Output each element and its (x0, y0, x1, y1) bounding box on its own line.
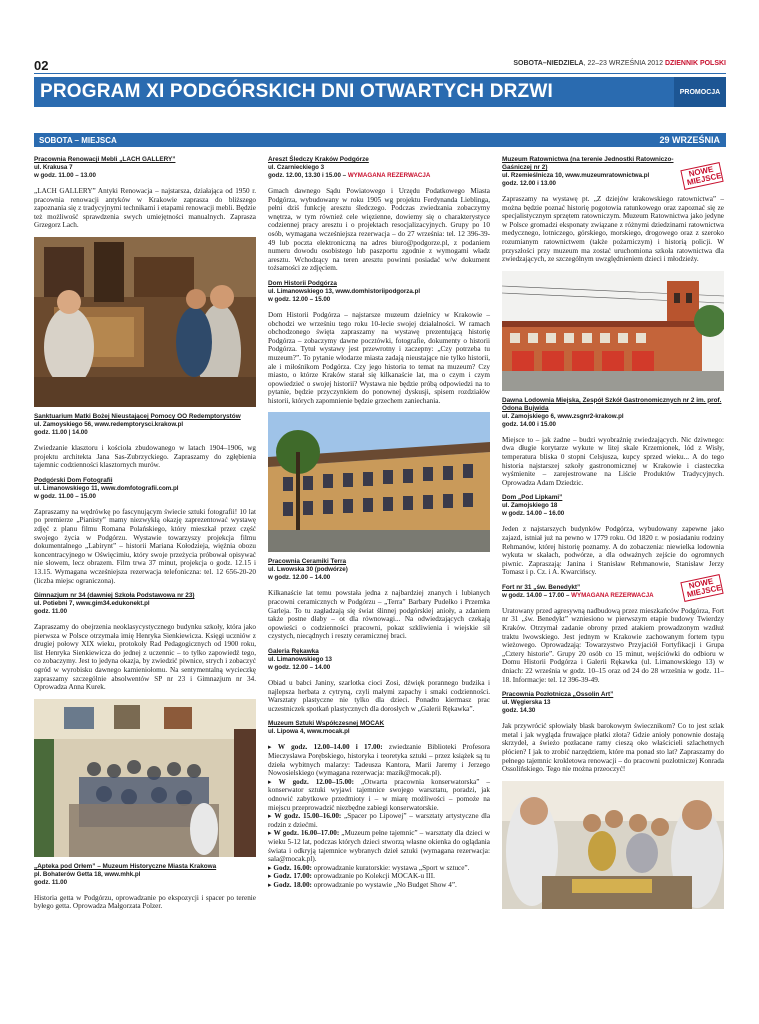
entry-title: Galeria Rękawka (268, 648, 319, 656)
photo-building-image (268, 412, 490, 552)
promo-label: PROMOCJA (674, 77, 726, 107)
photo-building (268, 412, 490, 552)
entry-title: Pracownia Ceramiki Terra (268, 558, 347, 566)
entry-hours: w godz. 12.00 – 15.00 (268, 295, 331, 303)
entry-title: Muzeum Sztuki Współczesnej MOCAK (268, 720, 385, 728)
schedule-item: ▸ Godz. 18.00: oprowadzanie po wystawie „No Budget Show 4”. (268, 880, 457, 889)
section-band (34, 133, 726, 147)
schedule-item: ▸ W godz. 12.00–15.00: „Otwarta pracownia konserwatorska” – konserwator sztuki wyjawi tajemnice swojego warsztatu, poradzi, jak odnowić zabytkowe przedmioty i – w miarę możliwości – pomoże na miejscu przeprowadzić niezbędne zabiegi konserwatorskie. (268, 777, 490, 812)
page-headline: PROGRAM XI PODGÓRSKICH DNI OTWARTYCH DRZWI (40, 81, 553, 102)
section-date: 29 WRZEŚNIA (659, 135, 720, 145)
entry-hours (268, 172, 490, 180)
entry-hours: w godz. 11.00 – 15.00 (34, 492, 96, 500)
entry-title: Areszt Śledczy Kraków Podgórze (268, 156, 369, 163)
entry-text: Gmach dawnego Sądu Powiatowego i Urzędu Podatkowego Miasta Podgórza, wybudowany w roku 1905 wg projektu Ferdynanda Lieblinga, pełni dziś funkcję aresztu śledczego. Podczas zwiedzania zobaczymy wnętrza, w tym również cele więzienne, dowiemy się o charakterystyce codziennej pracy aresztu i o projektach resocjalizacyjnych. Grupy po 10 osób, wymagana wcześniejsza rezerwacja – do 27 września: tel. 12 396-39-49 lub poczta elektroniczną na adres biuro@podgorze.pl, z podaniem numeru dowodu osobistego lub paszportu zgodnie z wymogami władz aresztu. Wchodzący na teren aresztu powinni posiadać w/w dokument tożsamości ze zdjęciem. (268, 187, 490, 273)
entry-fort-31 (502, 576, 724, 684)
schedule-item: ▸ W godz. 16.00–17.00: „Muzeum pełne tajemnic” – warsztaty dla dzieci w wieku 5-12 lat, podczas których dzieci stworzą własne okienka do oglądania świata i odkryją tajemnice wybranych dzieł sztuki (wymagana rezerwacja: sala@mocak.pl). (268, 829, 490, 864)
entry-hours-text: w godz. 14.00 – 17.00 – (502, 591, 572, 599)
entry-title: Gimnazjum nr 34 (dawniej Szkoła Podstawowa nr 23) (34, 592, 195, 600)
entry-dom-fotografii (34, 477, 256, 585)
schedule-text: „Otwarta pracownia konserwatorska” – konserwator sztuki wyjawi tajemnice swojego warsztatu, poradzi, jak odnowić zabytkowe przedmioty i – w miarę możliwości – pomoże na miejscu przeprowadzić niezbędne zabiegi konserwatorskie. (268, 777, 490, 812)
mocak-schedule (268, 743, 490, 889)
entry-address: ul. Limanowskiego 11, www.domfotografii.com.pl (34, 484, 179, 492)
entry-address: pl. Bohaterów Getta 18, www.mhk.pl (34, 870, 141, 878)
entry-text: Historia getta w Podgórzu, oprowadzanie po ekspozycji i spacer po terenie byłego getta. Oprowadza Małgorzata Polzer. (34, 893, 256, 911)
schedule-text: „Muzeum pełne tajemnic” – warsztaty dla dzieci w wieku 5-12 lat, podczas których dzieci stworzą własne okienka do oglądania świata i odkryją tajemnice wybranych dzieł sztuki (wymagana rezerwacja: sala@mocak.pl). (268, 829, 490, 864)
photo-gilding-image (502, 781, 724, 909)
entry-lodownia (502, 397, 724, 488)
photo-workshop-image (34, 237, 256, 407)
schedule-item: ▸ Godz. 17.00: oprowadzanie po Kolekcji MOCAK-u III. (268, 872, 435, 881)
entry-text: Miejsce to – jak żadne – budzi wyobraźnię zwiedzających. Nic dziwnego: dwa długie korytarze wykute w litej skale Krzemionek, lód z Wisły, temperatura bliska 0 stopni Celsjusza, kupcy sprzed wieku... A do tego historia najstarszej szkoły gastronomicznej w Krakowie i ciasteczka wyśmienite – zarejestrowane na Liście Produktów Tradycyjnych. Oprowadza Adam Dziedzic. (502, 435, 724, 487)
entry-galeria-rekawka (268, 648, 490, 713)
schedule-time: Godz. 16.00: (273, 863, 312, 872)
entry-hours: w godz. 12.00 – 14.00 (268, 664, 331, 672)
page-number: 02 (34, 58, 49, 73)
entry-address: ul. Limanowskiego 13, www.domhistoriipodgorza.pl (268, 287, 421, 295)
schedule-time: Godz. 17.00: (273, 872, 312, 881)
schedule-time: Godz. 18.00: (273, 880, 312, 889)
column-2 (268, 156, 490, 890)
entry-apteka-pod-orlem (34, 863, 256, 911)
entry-address: ul. Limanowskiego 13 (268, 656, 332, 664)
entry-address: ul. Węgierska 13 (502, 699, 551, 707)
entry-address: ul. Potiebni 7, www.gim34.edukonekt.pl (34, 600, 150, 608)
photo-workshop (34, 237, 256, 407)
entry-address: ul. Rzemieślnicza 10, www.muzeumratownictwa.pl (502, 172, 650, 179)
entry-address: ul. Czarnieckiego 3 (268, 164, 325, 171)
entry-address: ul. Krakusa 7 (34, 164, 73, 171)
date-line (513, 60, 726, 67)
entry-text: Uratowany przed agresywną nadbudową przez mieszkańców Podgórza, Fort nr 31 „św. Benedykt” wzniesiono w pierwszym etapie budowy Twierdzy Kraków. Otrzymał zadanie obrony przed atakiem prowadzonym wzdłuż traktu lwowskiego. Jest jednym w Krakowie zachowanym fortem typu wieżowego. Oprowadzają: Towarzystwo Przyjaciół Fortyfikacji i Grupa „Cztery historie”. Grupy 20 osób co 15 minut, wejściówki do odbioru w Domu Historii Podgórza i Galerii Rękawka (ul. Limanowskiego 13) w dniach: 22 września w godz. 10–15 oraz od 24 do 28 września w godz. 11–18. Informacje: tel. 12 396-39-49. (502, 606, 724, 684)
schedule-text: oprowadzanie po wystawie „No Budget Show 4”. (311, 880, 457, 889)
entry-title: Pracownia Pozłotnicza „Ossolin Art” (502, 691, 614, 699)
schedule-time: W godz. 15.00–16.00: (274, 812, 342, 821)
photo-classroom-image (34, 699, 256, 857)
entry-hours: godz. 11.00 (34, 878, 68, 886)
entry-address: ul. Lwowska 30 (podwórze) (268, 566, 348, 574)
photo-classroom (34, 699, 256, 857)
entry-dom-historii (268, 280, 490, 406)
entry-title: Dawna Lodownia Miejska, Zespół Szkół Gastronomicznych nr 2 im. prof. Odona Bujwida (502, 396, 722, 412)
photo-fire-station (502, 271, 724, 391)
entry-text: „LACH GALLERY” Antyki Renowacja – najstarsza, działająca od 1950 r. pracownia renowacji antyków w Krakowie zaprasza do bliższego zapoznania się z tradycyjnymi technikami i etapami renowacji mebli. Będzie też możliwość sprawdzenia swych umiejętności manualnych. Zaprasza Grzegorz Lach. (34, 187, 256, 230)
new-place-stamp: NOWE MIEJSCE (680, 574, 723, 602)
entry-text: Jak przywrócić spłowiały blask barokowym świecznikom? Co to jest szlak metal i jak wygląda fruwające płatki złota? Gdzie anioły ponownie dostają skrzydeł, a świeżo pozłacane ramy cieszą oko właścicieli szlachetnych płócien? I jak to zrobić narzędziem, które ma ponad sto lat? Zapraszamy do pełnego tajemnic krokletowa renowacji – do pracowni pozłotniczej Konrada Ossolińskiego. Tego nie można przeoczyć! (502, 722, 724, 774)
entry-text: Kilkanaście lat temu powstała jedna z najbardziej znanych i lubianych pracowni ceramicznych w Podgórzu – „Terra” Barbary Pudełko i Przemka Garleja. To tu zagładzają się świat ślinnej podgórskiej anioły, a zdaniem także postne dłaby – ot dla równowagi... Na odwiedzających czekają opowieści o codzienności pracowni, pokaz szkliwienia i wiejskie sił czystych, niecądnych i reszty ceramicznej braci. (268, 589, 490, 641)
reservation-required: WYMAGANA REZERWACJA (347, 172, 431, 179)
schedule-text: „Spacer po Lipowej” – warsztaty artystyczne dla rodzin z dziećmi. (268, 812, 491, 829)
entry-ceramika-terra (268, 558, 490, 641)
entry-text: Zwiedzanie klasztoru i kościoła zbudowanego w latach 1904–1906, wg projektu architekta Jana Sas-Zubrzyckiego. Zapraszamy do zgłębienia tajemnic codzienności klasztornych murów. (34, 443, 256, 470)
entry-title: Dom „Pod Lipkami” (502, 494, 563, 502)
photo-fire-station-image (502, 271, 724, 391)
entry-sanktuarium (34, 413, 256, 470)
top-bar (34, 60, 726, 74)
date-weekday: SOBOTA–NIEDZIELA (513, 60, 584, 67)
schedule-item: ▸ W godz. 15.00–16.00: „Spacer po Lipowej” – warsztaty artystyczne dla rodzin z dziećmi. (268, 812, 491, 829)
entry-hours: godz. 14.30 (502, 707, 536, 715)
entry-hours: w godz. 12.00 – 14.00 (268, 574, 331, 582)
entry-address: ul. Zamojskiego 18 (502, 502, 558, 510)
schedule-time: W godz. 16.00–17.00: (273, 829, 340, 838)
schedule-item: ▸ Godz. 16.00: oprowadzanie kuratorskie: wystawa „Sport w sztuce”. (268, 863, 470, 872)
entry-title: Podgórski Dom Fotografii (34, 476, 113, 484)
paper-name: DZIENNIK POLSKI (664, 60, 726, 67)
entry-title: „Apteka pod Orłem” – Muzeum Historyczne Miasta Krakowa (34, 862, 217, 870)
schedule-text: zwiedzanie Biblioteki Profesora Mieczysława Porębskiego, historyka i teoretyka sztuki – przez książek są tu dzieła wybitnych malarzy: Tadeusza Kantora, Marii Jaremy i Jerzego Nowosielskiego (wymagana rezerwacja: mazik@mocak.pl). (268, 743, 491, 778)
entry-hours-text: godz. 12.00, 13.30 i 15.00 – (268, 172, 348, 179)
entry-ossolin-art (502, 691, 724, 774)
entry-hours: w godz. 11.00 – 13.00 (34, 172, 96, 179)
photo-gilding (502, 781, 724, 909)
entry-address: ul. Zamoyskiego 56, www.redemptorysci.krakow.pl (34, 420, 184, 428)
entry-title: Fort nr 31 „św. Benedykt” (502, 583, 581, 591)
entry-hours: godz. 12.00 i 13.00 (502, 180, 556, 187)
schedule-text: oprowadzanie kuratorskie: wystawa „Sport w sztuce”. (311, 863, 470, 872)
entry-address: ul. Zamojskiego 6, www.zsgnr2-krakow.pl (502, 412, 624, 420)
entry-title: Pracownia Renowacji Mebli „LACH GALLERY” (34, 156, 176, 163)
entry-hours: w godz. 14.00 – 16.00 (502, 510, 565, 518)
entry-text: Zapraszamy na wędrówkę po fascynującym świecie sztuki fotografii! 10 lat po premierze „Pianisty” mamy niezwykłą okazję zaprezentować wystawę zdjęć z planu filmu Romana Polańskiego, który mieszkał przez część swojego życia w Podgórzu. Wystawie towarzyszy projekcja filmu dokumentalnego „Labirynt” – historii Mariana Kołodzieja, więźnia obozu koncentracyjnego w Oświęcimiu, który swoje przeżycia próbował opisywać nie słowem, lecz obrazem. Film trwa 37 minut, projekcja o godz. 12.15 i 13.15. Wymagana wcześniejsza rezerwacja telefoniczna: tel. 12 656-20-20 (liczba miejsc ograniczona). (34, 507, 256, 585)
schedule-time: W godz. 12.00–15.00: (278, 777, 355, 786)
reservation-required: WYMAGANA REZERWACJA (571, 591, 654, 599)
entry-title: Sanktuarium Matki Bożej Nieustającej Pomocy OO Redemptorystów (34, 412, 241, 420)
entry-lach-gallery (34, 156, 256, 230)
entry-dom-pod-lipkami (502, 494, 724, 577)
column-1 (34, 156, 256, 918)
entry-text: Dom Historii Podgórza – najstarsze muzeum dzielnicy w Krakowie – obchodzi we wrześniu tego roku 10-lecie swojej działalności. W ramach obchodzonego święta zapraszamy na wystawę prezentującą historię Podgórza – zobaczymy dawne pocztówki, fotografie, dokumenty o historii Podgórza. Tytuł wystawy jest przewrotny i zaczepny: „Czy potrzeba tu muzeum?”. To pytanie włodarze miasta zadają nieustające nie tylko historii, ale i miłośnikom Podgórza. Czy jego historia to temat na muzeum? Czy miasto, o którze Kraków starał się kilkanaście lat, ma o czym i czym opowiedzieć o swojej historii? Wystawa nie będzie próbą odpowiedzi na to pytanie, będzie przyczynkiem do ponownej dyskusji, spisem rozdziałów historii, których zapomnienie będzie grzechem zaniechania. (268, 310, 490, 405)
entry-mocak (268, 720, 490, 889)
schedule-item: ▸ W godz. 12.00–14.00 i 17.00: zwiedzanie Biblioteki Profesora Mieczysława Porębskiego, historyka i teoretyka sztuki – przez książek są tu dzieła wybitnych malarzy: Tadeusza Kantora, Marii Jaremy i Jerzego Nowosielskiego (wymagana rezerwacja: mazik@mocak.pl). (268, 743, 491, 778)
entry-areszt-sledczy (268, 156, 490, 273)
entry-hours: godz. 11.00 (34, 608, 68, 616)
entry-hours: godz. 14.00 i 15.00 (502, 420, 556, 428)
entry-address: ul. Lipowa 4, www.mocak.pl (268, 728, 350, 736)
entry-title: Dom Historii Podgórza (268, 279, 337, 287)
entry-text: Jeden z najstarszych budynków Podgórza, wybudowany zapewne jako zajazd, istniał już na pewno w 1779 roku. Od 1820 r. w posiadaniu rodziny Rehmanów, której historię poznamy. A do zobaczenia: niewielka lodownia wykuta w skałach, podwórze, a dla odważnych zejście do ogromnych piwnic. Zapraszają: Janina i Stanisław Rehmanowie, Stanisław Jerzy Tomasz i p. Cz. i A. Kwarcińscy. (502, 525, 724, 577)
entry-text: Obiad u babci Janiny, szarlotka cioci Zosi, dźwięk porannego budzika i najlepsza herbata z cytryną, czyli małymi zapachy i smaki codzienności. Warsztaty plastyczne nie tylko dla dzieci. Ponadto kiermasz prac uczestniczek spotkań plastycznych dla dorosłych w „Galerii Rękawka”. (268, 679, 490, 713)
schedule-time: W godz. 12.00–14.00 i 17.00: (277, 743, 383, 752)
new-place-stamp: NOWE MIEJSCE (680, 162, 723, 190)
entry-hours: godz. 11.00 | 14.00 (34, 428, 88, 436)
section-title: SOBOTA – MIEJSCA (39, 136, 117, 145)
date-rest: , 22–23 WRZEŚNIA 2012 (583, 60, 663, 67)
entry-title: Muzeum Ratownictwa (na terenie Jednostki Ratowniczo-Gaśniczej nr 2) (502, 156, 674, 171)
headline-band (34, 77, 726, 107)
entry-text: Zapraszamy na wystawę pt. „Z dziejów krakowskiego ratownictwa” – można będzie poznać historię pogotowia ratunkowego oraz zapoznać się ze specjalistycznym sprzętem ratowniczym. Muzeum Ratownictwa jako jedyne w Polsce gromadzi eksponaty związane z różnymi dziedzinami ratownictwa medycznego, lotniczego, górskiego, morskiego, drogowego oraz z szeroko rozumianym ratownictwem (także pożarniczym) i historią policji. W przyszłości przy muzeum ma zostać uruchomiona szkoła ratownictwa dla zwiedzających, ze szczególnym uwzględnieniem dzieci i młodzieży. (502, 195, 724, 264)
entry-muzeum-ratownictwa (502, 156, 724, 264)
column-3 (502, 156, 724, 915)
entry-text: Zapraszamy do obejrzenia neoklasycystycznego budynku szkoły, która jako pierwsza w Polsce otrzymała imię Henryka Sienkiewicza. Księgi uczniów z drugiej połowy XIX wieku, protokoły Rad Pedagogicznych od 1900 roku, list Henryka Sienkiewicza do jednej z uczennic – to tylko zapowiedź tego, co zobaczymy. Jest to jedyna okazja, by zwiedzić piwnice, strych i zobaczyć ogród w wyrobisku dawnego kamieniołomu. Na sentymentalną wycieczkę zapraszamy szczególnie absolwentów SP nr 23 i Gimnazjum nr 34. Oprowadza Anna Kurek. (34, 623, 256, 692)
entry-gimnazjum-34 (34, 592, 256, 692)
schedule-text: oprowadzanie po Kolekcji MOCAK-u III. (311, 872, 435, 881)
